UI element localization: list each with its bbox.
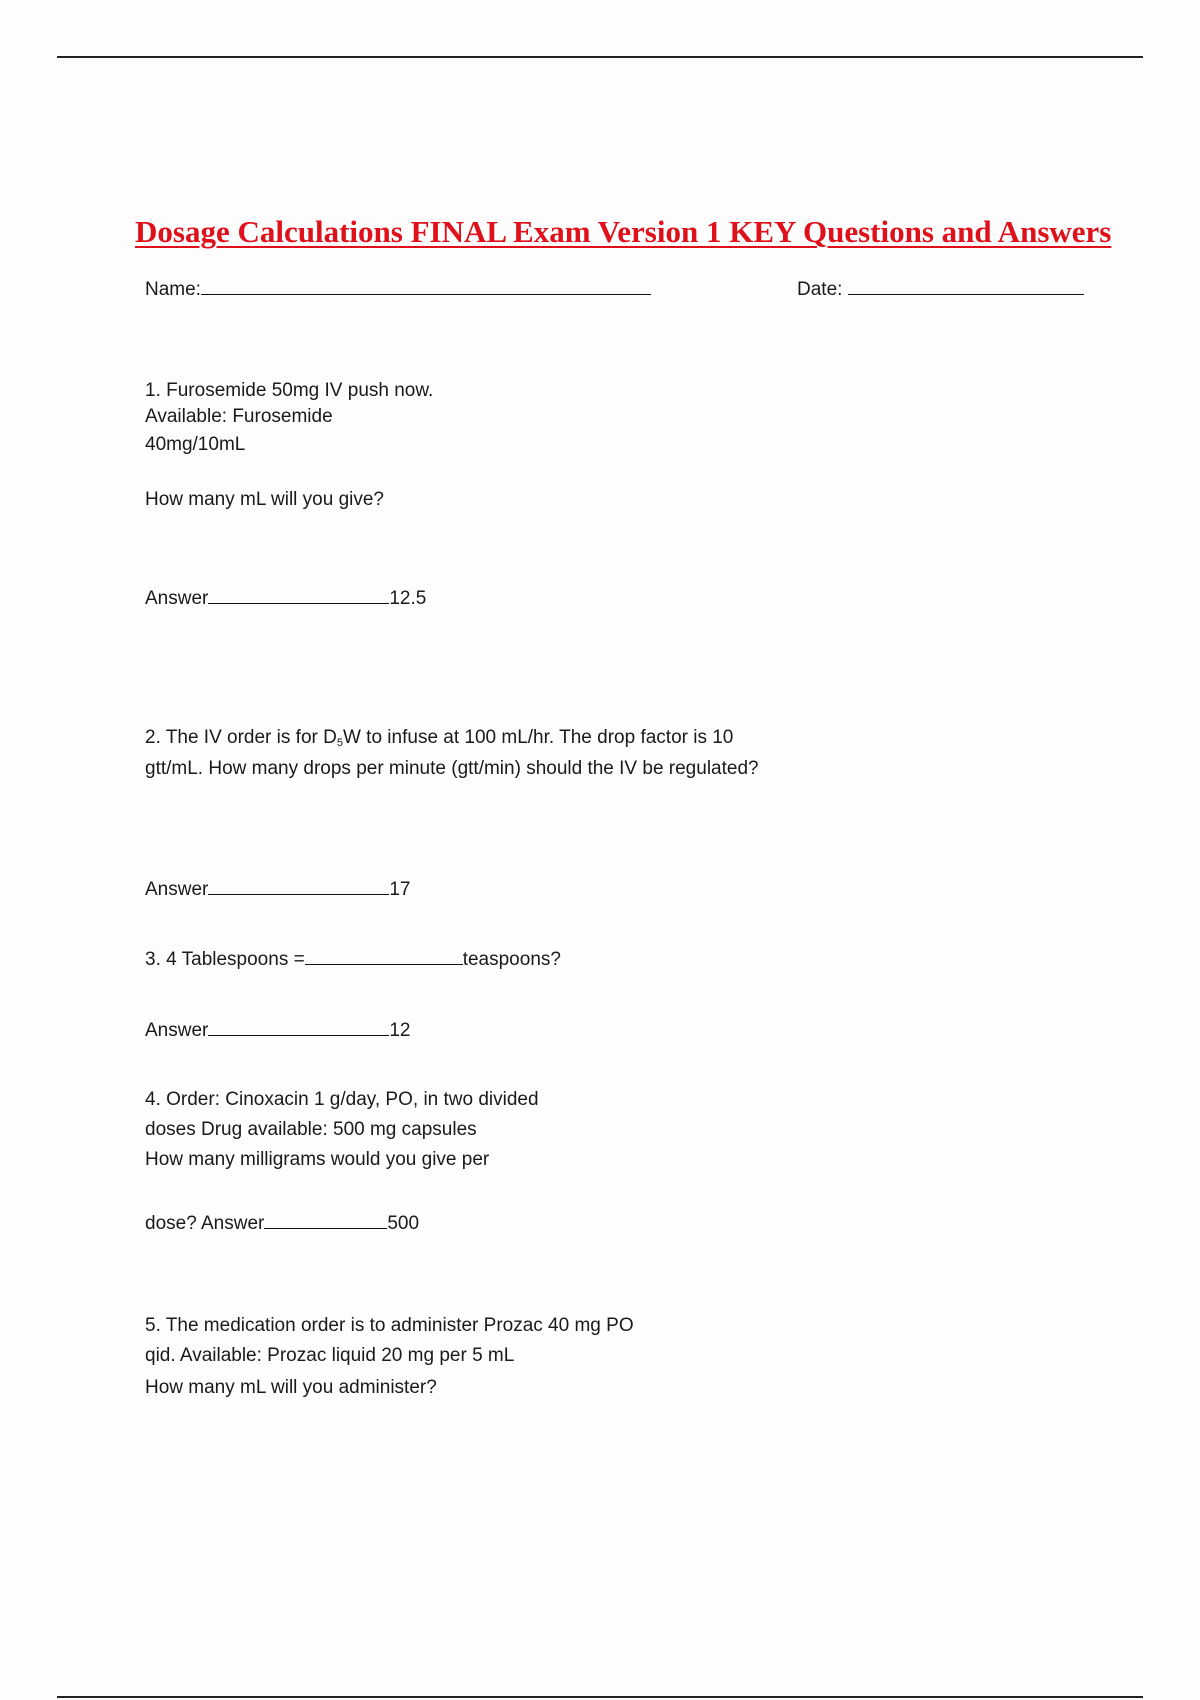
name-field xyxy=(145,276,651,302)
date-blank[interactable] xyxy=(848,276,1084,295)
q3-answer-label: Answer xyxy=(145,1020,209,1041)
q3-answer-row xyxy=(145,1017,411,1043)
q4-answer-label: dose? Answer xyxy=(145,1213,265,1234)
q3-blank xyxy=(305,946,463,965)
q5-line-3: How many mL will you administer? xyxy=(145,1377,437,1398)
name-label: Name: xyxy=(145,279,201,300)
q4-line-2: doses Drug available: 500 mg capsules xyxy=(145,1119,477,1140)
q4-line-3: How many milligrams would you give per xyxy=(145,1149,490,1170)
date-label: Date: xyxy=(797,279,843,300)
q1-answer-row xyxy=(145,585,426,611)
page-title: Dosage Calculations FINAL Exam Version 1 KEY Questions and Answers xyxy=(135,214,1112,249)
q1-line-3: 40mg/10mL xyxy=(145,434,246,455)
q4-answer-row xyxy=(145,1210,419,1236)
q2-line-1-subscript: 5 xyxy=(336,737,343,749)
q3-answer-blank xyxy=(208,1017,389,1036)
q1-answer-label: Answer xyxy=(145,588,209,609)
q3-suffix: teaspoons? xyxy=(462,949,561,970)
q5-line-1: 5. The medication order is to administer Prozac 40 mg PO xyxy=(145,1315,634,1336)
q4-answer-blank xyxy=(264,1210,387,1229)
name-blank[interactable] xyxy=(201,276,651,295)
q2-line-1-prefix: 2. The IV order is for D xyxy=(145,727,337,748)
q2-answer-label: Answer xyxy=(145,879,209,900)
q1-answer-blank xyxy=(208,585,389,604)
bottom-rule xyxy=(57,1696,1143,1698)
q3-answer-value: 12 xyxy=(389,1020,411,1041)
q1-line-4: How many mL will you give? xyxy=(145,489,384,510)
q1-answer-value: 12.5 xyxy=(389,588,427,609)
q1-line-1: 1. Furosemide 50mg IV push now. xyxy=(145,380,434,401)
q2-line-2: gtt/mL. How many drops per minute (gtt/min) should the IV be regulated? xyxy=(145,758,759,779)
q2-line-1-suffix: W to infuse at 100 mL/hr. The drop factor is 10 xyxy=(342,727,734,748)
q4-answer-value: 500 xyxy=(387,1213,420,1234)
q3-prefix: 3. 4 Tablespoons = xyxy=(145,949,305,970)
top-rule xyxy=(57,56,1143,58)
date-field xyxy=(797,276,1084,302)
q4-line-1: 4. Order: Cinoxacin 1 g/day, PO, in two divided xyxy=(145,1089,539,1110)
q2-answer-row xyxy=(145,876,411,902)
q2-answer-value: 17 xyxy=(389,879,411,900)
q5-line-2: qid. Available: Prozac liquid 20 mg per 5 mL xyxy=(145,1345,515,1366)
q2-line-1 xyxy=(145,726,733,755)
q2-answer-blank xyxy=(208,876,389,895)
q1-line-2: Available: Furosemide xyxy=(145,406,333,427)
q3-line xyxy=(145,946,561,972)
